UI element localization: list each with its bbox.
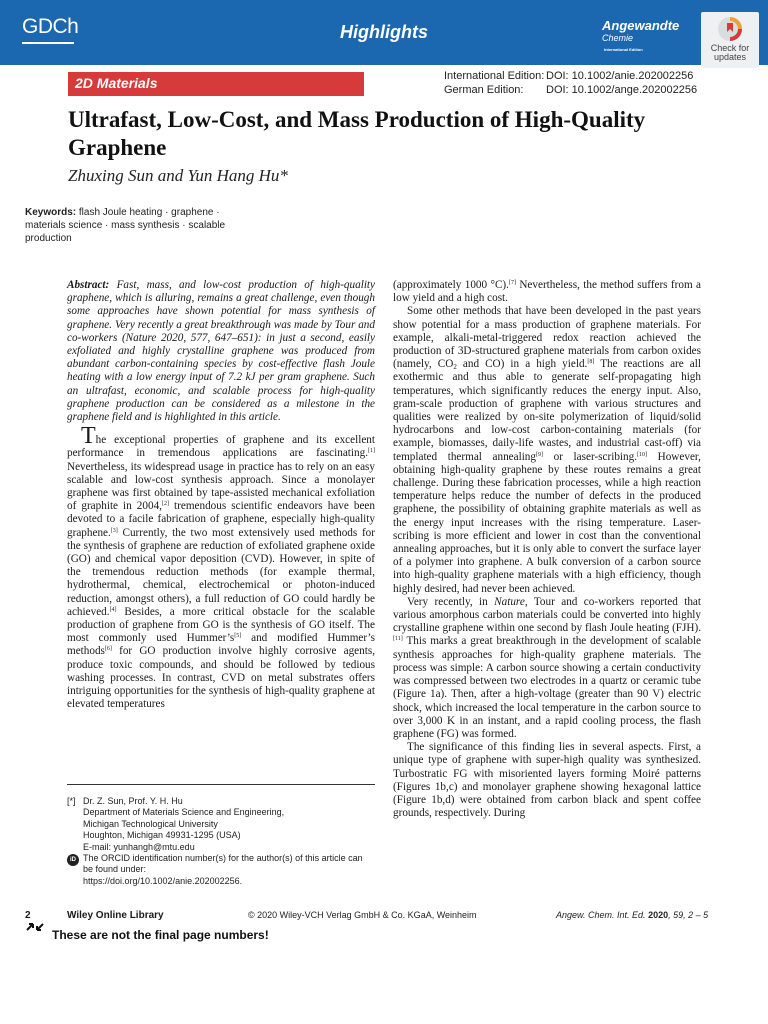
text-run: Besides, a more critical obstacle for the scalable production of graphene from GO is the synthesis of GO itself. The most commonly used Hummer’s [67,605,375,645]
subscript: 2 [453,363,457,372]
reference-link[interactable]: [2] [161,501,169,508]
orcid-url[interactable]: https://doi.org/10.1002/anie.202002256. [83,875,243,886]
drop-cap: T [81,423,96,450]
abstract [67,279,375,424]
text-run: and modified Hummer’s methods [67,632,375,658]
article-title: Ultrafast, Low-Cost, and Mass Production of High-Quality Graphene [68,107,646,160]
journal-header-bar [0,0,768,65]
copyright-notice: © 2020 Wiley-VCH Verlag GmbH & Co. KGaA, Weinheim [248,910,477,920]
body-paragraph [393,305,701,595]
page-number: 2 [25,910,31,921]
journal-edition: International Edition [604,47,643,52]
text-run: Nevertheless, the method suffers from a low yield and a high cost. [393,279,701,305]
wiley-online-library[interactable]: Wiley Online Library [67,910,164,921]
category-tag: 2D Materials [68,72,364,96]
keywords [25,206,245,245]
reference-link[interactable]: [5] [234,633,242,640]
text-run: he exceptional properties of graphene and its excellent performance in tremendous applications are fascinating. [67,434,375,460]
doi-international [444,70,693,82]
text-run: (approximately 1000 °C). [393,279,509,291]
abstract-text: Fast, mass, and low-cost production of high-quality graphene, which is alluring, remains a great challenge, even though some approaches have shown potential for mass synthesis of graphene. Very recently a great breakthrough was made by Tour and co-workers (Nature 2020, 577, 647–651): in just a second, easily exfoliated and highly crystalline graphene was produced from abundant carbon-containing species by cost-effective flash Joule heating with a low energy input of 7.2 kJ per gram graphene. Such an ultrafast, economic, and scalable process for high-quality graphene production can be considered as a milestone in the graphene field and is highlighted in this article. [67,279,375,424]
reference-link[interactable]: [4] [109,606,117,613]
affiliation-line: Dr. Z. Sun, Prof. Y. H. Hu [83,796,183,806]
text-run: Some other methods that have been developed in the past years show potential for a mass production of graphene materials. For example, alkali-metal-triggered redox reaction achieved the production of 3D-structured graphene materials from carbon oxides (namely, CO [393,305,701,371]
text-run: However, obtaining high-quality graphene by these routes remains a great challenge. During these fabrication processes, while a high reaction temperature helps reduce the number of defects in the produced graphene, the possibility of obtaining graphite materials as well as the energy input increases with the rising temperature. Laser-scribing is more efficient and lower in cost than the conventional annealing approaches, but it is only able to convert the surface layer of a polymer into graphene. A bulk conversion of a carbon source into high-quality graphene materials with a high efficiency, though highly desired, had never been achieved. [393,450,701,595]
citation [556,910,708,920]
reference-link[interactable]: [7] [508,280,516,286]
affiliation [83,796,375,887]
continued-paragraph [393,279,701,305]
text-run: Nevertheless, its widespread usage in practice has to rely on an easy scalable and low-cost synthesis approach. Since a monolayer graphene was first obtained by tape-assisted mechanical exfoliation of graphite in 2004, [67,460,375,513]
right-column [393,279,701,820]
text-run: , Tour and co-workers reported that various amorphous carbon materials could be converted into highly crystalline graphene within one second by flash Joule heating (FJH). [393,595,701,635]
body-paragraph [393,596,701,741]
journal-reference: Nature [494,595,525,608]
citation-year: 2020 [648,910,669,920]
doi-german-value[interactable]: DOI: 10.1002/ange.202002256 [546,84,698,96]
check-updates-icon [717,16,743,42]
doi-german [444,84,697,96]
check-for-updates-button[interactable] [701,12,759,68]
text-run: This marks a great breakthrough in the development of scalable synthesis approaches for high-quality graphene materials. The process was simple: A carbon source showing a certain conductivity was compressed between two electrodes in a quartz or ceramic tube (Figure 1a). Then, after a high-voltage (greater than 90 V) electric shock, which increased the local temperature in the carbon source to over 3,000 K in an instant, and a rapid cooling process, the flash graphene (FG) was formed. [393,635,701,740]
journal-name: Angewandte [602,18,680,33]
doi-german-label: German Edition: [444,84,524,96]
author-footnote [67,796,375,887]
doi-intl-value[interactable]: DOI: 10.1002/anie.202002256 [546,70,694,82]
author-email[interactable]: E-mail: yunhangh@mtu.edu [83,841,195,852]
not-final-page-numbers-note: These are not the final page numbers! [52,928,269,942]
gdch-logo: GDCh [22,15,79,38]
left-column [67,279,375,712]
journal-sub: Chemie [602,33,634,43]
affiliation-line: Michigan Technological University [83,818,218,829]
journal-logo [602,18,680,52]
reference-link[interactable]: [11] [393,636,403,643]
section-title: Highlights [340,22,428,42]
article-authors: Zhuxing Sun and Yun Hang Hu* [68,166,288,185]
affiliation-line: Department of Materials Science and Engineering, [83,807,285,818]
reference-link[interactable]: [9] [536,451,543,458]
orcid-icon: iD [67,854,79,866]
keywords-text: flash Joule heating · graphene · materials science · mass synthesis · scalable production [25,207,226,244]
text-run: and CO) in a high yield. [456,358,588,371]
text-run: or laser-scribing. [543,450,638,463]
affiliation-line: Houghton, Michigan 49931-1295 (USA) [83,830,241,841]
text-run: tremendous scientific endeavors have been devoted to a facile fabrication of graphene, especially high-quality graphene. [67,500,375,539]
text-run: Very recently, in [407,595,495,608]
orcid-text: The ORCID identification number(s) for the author(s) of this article can be found under: [83,853,363,875]
check-updates-label: Check for updates [710,43,750,62]
reference-link[interactable]: [3] [110,527,118,534]
keywords-label: Keywords: [25,207,77,218]
footnote-marker: [*] [67,796,76,806]
footnote-divider [67,784,375,785]
citation-journal: Angew. Chem. Int. Ed. [556,910,646,920]
reference-link[interactable]: [1] [368,448,375,455]
intro-paragraph [67,423,375,711]
citation-volume-pages: , 59, 2 – 5 [668,910,709,920]
reference-link[interactable]: [10] [637,451,648,458]
text-run: for GO production involve highly corrosive agents, produce toxic compounds, and should be followed by tedious washing processes. In contrast, CVD on metal substrates offers intriguing opportunities for the synthesis of high-quality graphene at elevated temperatures [67,645,375,711]
doi-intl-label: International Edition: [444,70,545,82]
reference-link[interactable]: [6] [104,646,112,653]
abstract-label: Abstract: [67,279,110,291]
text-run: The reactions are all exothermic and thus able to generate self-propagating high temperatures, which significantly reduces the energy input. Also, gram-scale production of graphene with various structures and qualities were realized by on-site polymerization of liquid/solid hydrocarbons and low-cost carbon-containing materials (for example, biomasses, daily-life wastes, and industrial cast-off) via templated thermal annealing [393,358,701,463]
body-paragraph: The significance of this finding lies in several aspects. First, a unique type of graphene with super-high quality was synthesized. Turbostratic FG with misoriented layers forming Moiré patterns (Figures 1b,c) and monolayer graphene showing hexagonal lattice (Figure 1b,d) were obtained from carbon black and spent coffee grounds, respectively. During [393,741,701,820]
text-run: Currently, the two most extensively used methods for the synthesis of graphene are reduction of exfoliated graphene oxide (GO) and chemical vapor deposition (CVD). However, in spite of the tremendous reduction methods (for example thermal, hydrothermal, chemical, electrochemical or photon-induced reduction, amongst others), a full reduction of GO could hardly be achieved. [67,526,375,618]
arrows-icon [26,921,48,935]
reference-link[interactable]: [8] [587,359,595,366]
